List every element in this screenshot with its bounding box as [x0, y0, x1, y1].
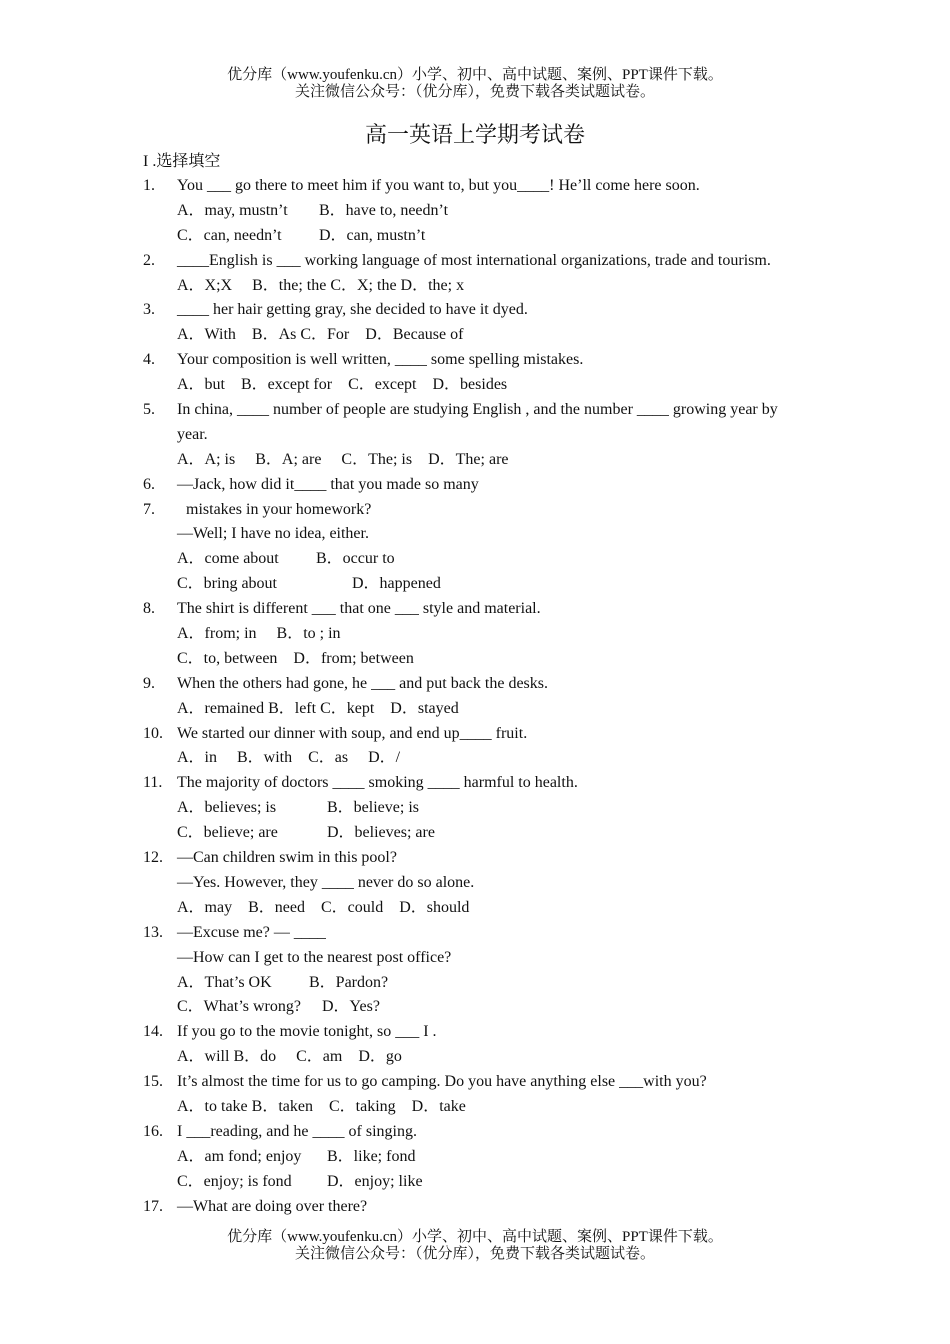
options-text: A．from; in B．to ; in: [177, 625, 341, 643]
option-a: A．That’s OK: [177, 973, 272, 991]
question-number: 3.: [143, 301, 155, 319]
options-row: [0, 274, 950, 299]
question-number: 6.: [143, 475, 155, 493]
options-row: [0, 1170, 950, 1195]
options-row: [0, 224, 950, 249]
question-stem: If you go to the movie tonight, so ___ I .: [177, 1023, 437, 1041]
options-row: [0, 821, 950, 846]
option-d: D．Yes?: [322, 998, 380, 1016]
question-stem: When the others had gone, he ___ and put back the desks.: [177, 674, 549, 692]
question-number: 13.: [143, 923, 163, 941]
option-d: D．can, mustn’t: [319, 226, 426, 244]
options-row: [0, 746, 950, 771]
options-row: [0, 373, 950, 398]
question-continuation: [0, 423, 950, 448]
question-stem: —Jack, how did it____ that you made so many: [177, 475, 479, 493]
question-stem: It’s almost the time for us to go camping. Do you have anything else ___with you?: [177, 1073, 707, 1091]
question-11: [0, 771, 950, 796]
question-13: [0, 921, 950, 946]
option-a: A．am fond; enjoy: [177, 1147, 302, 1165]
options-text: A．in B．with C．as D．/: [177, 749, 401, 767]
question-12: [0, 846, 950, 871]
question-17: [0, 1195, 950, 1220]
option-d: D．happened: [352, 575, 441, 593]
option-b: B．Pardon?: [309, 973, 389, 991]
question-number: 11.: [143, 774, 163, 792]
question-stem: mistakes in your homework?: [186, 500, 372, 518]
options-text: A．will B．do C．am D．go: [177, 1048, 402, 1066]
options-row: [0, 697, 950, 722]
option-b: B．occur to: [316, 550, 395, 568]
question-number: 4.: [143, 351, 155, 369]
question-5: [0, 398, 950, 423]
question-15: [0, 1070, 950, 1095]
question-7: [0, 498, 950, 523]
options-row: [0, 1045, 950, 1070]
question-8: [0, 597, 950, 622]
question-stem: I ___reading, and he ____ of singing.: [177, 1122, 417, 1140]
options-text: A．but B．except for C．except D．besides: [177, 376, 508, 394]
question-number: 1.: [143, 177, 155, 194]
options-text: A．A; is B．A; are C．The; is D．The; are: [177, 450, 509, 468]
question-stem: You ___ go there to meet him if you want to, but you____! He’ll come here soon.: [177, 177, 700, 194]
options-row: [0, 971, 950, 996]
option-b: B．like; fond: [327, 1147, 416, 1165]
options-text: A．With B．As C．For D．Because of: [177, 326, 464, 344]
options-row: [0, 995, 950, 1020]
option-c: C．believe; are: [177, 824, 278, 842]
page-title: 高一英语上学期考试卷: [364, 122, 585, 147]
options-text: A．X;X B．the; the C．X; the D．the; x: [177, 276, 465, 294]
question-number: 7.: [143, 500, 155, 518]
question-16: [0, 1120, 950, 1145]
question-number: 12.: [143, 849, 163, 867]
question-14: [0, 1020, 950, 1045]
question-number: 9.: [143, 674, 155, 692]
footer-line-2: 关注微信公众号：（优分库），免费下载各类试题试卷。: [294, 1246, 655, 1262]
options-row: [0, 1145, 950, 1170]
option-a: A．believes; is: [177, 799, 277, 817]
page-header: [0, 67, 950, 101]
question-number: 16.: [143, 1122, 163, 1140]
options-row: [0, 647, 950, 672]
question-stem: ____English is ___ working language of most international organizations, trade and tourism.: [177, 251, 771, 269]
question-stem: —What are doing over there?: [177, 1197, 368, 1215]
options-row: [0, 323, 950, 348]
header-line-2: 关注微信公众号：（优分库），免费下载各类试题试卷。: [294, 84, 655, 100]
question-stem: —Can children swim in this pool?: [177, 849, 397, 867]
options-row: [0, 572, 950, 597]
options-row: [0, 1095, 950, 1120]
footer-line-1: 优分库（www.youfenku.cn）小学、初中、高中试题、案例、PPT课件下载。: [227, 1229, 723, 1245]
question-number: 15.: [143, 1073, 163, 1091]
question-6: [0, 473, 950, 498]
option-b: B．believe; is: [327, 799, 419, 817]
option-c: C．enjoy; is fond: [177, 1172, 292, 1190]
question-list: [0, 174, 950, 1219]
question-number: 2.: [143, 251, 155, 269]
option-a: A．come about: [177, 550, 279, 568]
option-d: D．enjoy; like: [327, 1172, 423, 1190]
option-b: B．have to, needn’t: [319, 201, 449, 219]
options-text: A．remained B．left C．kept D．stayed: [177, 699, 459, 717]
options-row: [0, 896, 950, 921]
option-c: C．can, needn’t: [177, 226, 282, 244]
question-10: [0, 722, 950, 747]
question-number: 10.: [143, 724, 163, 742]
question-stem: Your composition is well written, ____ some spelling mistakes.: [177, 351, 584, 369]
dialogue-reply: [0, 522, 950, 547]
option-c: C．What’s wrong?: [177, 998, 301, 1016]
options-text: C．to, between D．from; between: [177, 649, 414, 667]
reply-text: —How can I get to the nearest post office?: [177, 948, 452, 966]
options-text: A．to take B．taken C．taking D．take: [177, 1097, 466, 1115]
page-footer: [0, 1229, 950, 1263]
question-stem: We started our dinner with soup, and end up____ fruit.: [177, 724, 528, 742]
reply-text: —Well; I have no idea, either.: [177, 525, 369, 543]
header-line-1: 优分库（www.youfenku.cn）小学、初中、高中试题、案例、PPT课件下载。: [227, 67, 723, 83]
question-number: 14.: [143, 1023, 163, 1041]
section-title: I .选择填空: [143, 153, 221, 170]
question-number: 5.: [143, 401, 155, 419]
option-c: C．bring about: [177, 575, 277, 593]
question-stem: The shirt is different ___ that one ___ style and material.: [177, 600, 541, 618]
question-stem: ____ her hair getting gray, she decided to have it dyed.: [177, 301, 528, 319]
question-stem: In china, ____ number of people are studying English , and the number ____ growing year by: [177, 401, 778, 419]
options-text: A．may B．need C．could D．should: [177, 898, 470, 916]
question-9: [0, 672, 950, 697]
question-1: [0, 174, 950, 199]
question-4: [0, 348, 950, 373]
question-number: 8.: [143, 600, 155, 618]
question-3: [0, 298, 950, 323]
options-row: [0, 448, 950, 473]
dialogue-reply: [0, 946, 950, 971]
option-a: A．may, mustn’t: [177, 201, 288, 219]
options-row: [0, 796, 950, 821]
dialogue-reply: [0, 871, 950, 896]
option-d: D．believes; are: [327, 824, 435, 842]
options-row: [0, 199, 950, 224]
options-row: [0, 622, 950, 647]
question-number: 17.: [143, 1197, 163, 1215]
reply-text: —Yes. However, they ____ never do so alone.: [177, 873, 475, 891]
options-row: [0, 547, 950, 572]
question-2: [0, 249, 950, 274]
question-stem: —Excuse me? — ____: [177, 923, 326, 941]
question-stem: The majority of doctors ____ smoking ____ harmful to health.: [177, 774, 578, 792]
question-stem-cont: year.: [177, 425, 208, 443]
